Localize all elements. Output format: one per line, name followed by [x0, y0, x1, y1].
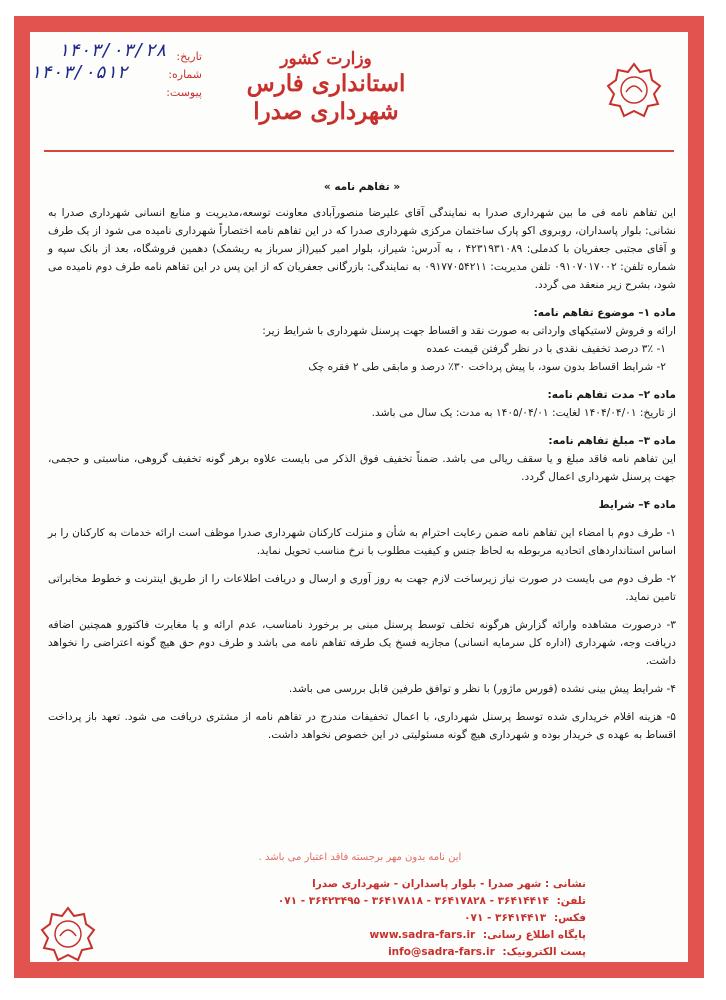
- phone-value: ۳۶۴۱۴۴۱۴ - ۳۶۴۱۷۸۲۸ - ۳۶۴۱۷۸۱۸ - ۳۶۴۲۳۴۹۵ - ۰۷۱: [277, 895, 549, 907]
- handwritten-date: ۱۴۰۳/۰۳/۲۸: [58, 40, 167, 61]
- footer-address: نشانی : شهر صدرا - بلوار پاسداران - شهرداری صدرا: [312, 878, 586, 890]
- phone-label: تلفن:: [556, 895, 586, 907]
- website-label: پایگاه اطلاع رسانی:: [482, 929, 586, 941]
- article4-heading: ماده ۴– شرایط: [598, 499, 676, 511]
- stamp-validity-note: این نامه بدون مهر برجسته فاقد اعتبار می باشد .: [258, 852, 462, 863]
- footer-website-row: [146, 927, 586, 944]
- fax-value: ۳۶۴۱۴۴۱۳ - ۰۷۱: [464, 912, 547, 924]
- article4-item: ۲- طرف دوم می بایست در صورت نیاز زیرساخت لازم جهت به روز آوری و ارسال و دریافت اطلاعات را از طریق اینترنت و خطوط مخابراتی تامین نماید.: [48, 573, 676, 603]
- fax-label: فکس:: [553, 912, 586, 924]
- municipality-logo-top: [606, 62, 662, 118]
- article1-item: ۲- شرایط اقساط بدون سود، با پیش پرداخت ۳۰٪ درصد و مابقی طی ۲ فقره چک: [308, 361, 666, 373]
- article2-text: از تاریخ: ۱۴۰۴/۰۴/۰۱ لغایت: ۱۴۰۵/۰۴/۰۱ به مدت: یک سال می باشد.: [371, 407, 676, 419]
- article4-item: ۵- هزینه اقلام خریداری شده توسط پرسنل شهرداری، با اعمال تخفیفات مندرج در تفاهم نامه از مشتری دریافت می شود. تعهد باز پرداخت اقساط به عهده ی خریدار بوده و شهرداری هیچ گونه مسئولیتی در این خصوص نخواهد داشت.: [48, 711, 676, 741]
- article3-heading: ماده ۳– مبلغ تفاهم نامه:: [548, 435, 676, 447]
- municipality-logo-bottom: [40, 906, 96, 962]
- article4-item: ۴- شرایط پیش بینی نشده (فورس ماژور) با نظر و توافق طرفین قابل بررسی می باشد.: [288, 683, 676, 695]
- footer-email-row: [146, 944, 586, 961]
- article4-item: ۳- درصورت مشاهده وارائه گزارش هرگونه تخلف توسط پرسنل مبنی بر برخورد نامناسب، عدم ارائه و یا مغایرت فاکتورو همچنین اضافه دریافت وجه، شهرداری (اداره کل سرمایه انسانی) مجازبه فسخ یک طرفه تفاهم نامه می باشد و طرف دوم حق هیچ گونه اعتراضی را نخواهد داشت.: [48, 619, 676, 667]
- handwritten-number: ۱۴۰۳/۰۵۱۲: [30, 62, 128, 83]
- agreement-body: [48, 178, 676, 744]
- letterhead-title: [226, 48, 426, 126]
- number-label: شماره:: [168, 68, 202, 81]
- article1-heading: ماده ۱– موضوع تفاهم نامه:: [533, 307, 676, 319]
- footer-fax-row: [146, 910, 586, 927]
- email-label: پست الکترونیک:: [502, 946, 586, 958]
- intro-paragraph: این تفاهم نامه فی ما بین شهرداری صدرا به نمایندگی آقای علیرضا منصورآبادی معاونت توسعه،مدیریت و منابع انسانی شهرداری صدرا به نشانی: بلوار پاسداران، روبروی اکو پارک ساختمان مرکزی شهرداری صدرا که در این تفاهم نامه اختصاراً شهرداری نامیده می شود از یک طرف و آقای مجتبی جعفریان با کدملی: ۴۲۳۱۹۳۱۰۸۹ ، به آدرس: شیراز، بلوار امیر کبیر(از سرباز به ریشمک) دهمین فروشگاه، بعد از بانک سپه و شماره تلفن: ۰۹۱۰۷۰۱۷۰۰۲ تلفن مدیریت: ۰۹۱۷۷۰۵۴۲۱۱ به نمایندگی: بازرگانی جعفریان که از این پس در این تفاهم نامه طرف دوم نامیده می شود، بشرح زیر منعقد می گردد.: [48, 207, 677, 291]
- letter-footer: [146, 876, 586, 961]
- email-link[interactable]: info@sadra-fars.ir: [388, 946, 495, 958]
- website-link[interactable]: www.sadra-fars.ir: [369, 929, 476, 941]
- document-title: « تفاهم نامه »: [323, 181, 401, 193]
- footer-phone-row: [146, 893, 586, 910]
- article3-text: این تفاهم نامه فاقد مبلغ و یا سقف ریالی می باشد. ضمناً تخفیف فوق الذکر می بایست علاوه برهر گونه تخفیف گروهی، مناسبتی و حجمی، جهت پرسنل شهرداری اعمال گردد.: [48, 453, 676, 483]
- ministry-name: وزارت کشور: [280, 49, 372, 69]
- article1-item: ۱- ۳٪ درصد تخفیف نقدی با در نظر گرفتن قیمت عمده: [426, 343, 666, 355]
- governorate-name: استانداری فارس: [246, 70, 406, 97]
- article4-item: ۱- طرف دوم با امضاء این تفاهم نامه ضمن رعایت احترام به شأن و منزلت کارکنان شهرداری صدرا موظف است ارائه خدمات به کارکنان را بر اساس استانداردهای اتحادیه مربوطه به لحاظ جنس و کیفیت مطلوب با نرخ مناسب تحویل نماید.: [48, 527, 676, 557]
- date-label: تاریخ:: [176, 50, 202, 63]
- header-divider: [44, 150, 674, 152]
- municipality-name: شهرداری صدرا: [253, 98, 399, 125]
- article2-heading: ماده ۲– مدت تفاهم نامه:: [547, 389, 676, 401]
- attachment-label: پیوست:: [166, 86, 202, 99]
- article1-text: ارائه و فروش لاستیکهای وارداتی به صورت نقد و اقساط جهت پرسنل شهرداری با شرایط زیر:: [262, 325, 676, 337]
